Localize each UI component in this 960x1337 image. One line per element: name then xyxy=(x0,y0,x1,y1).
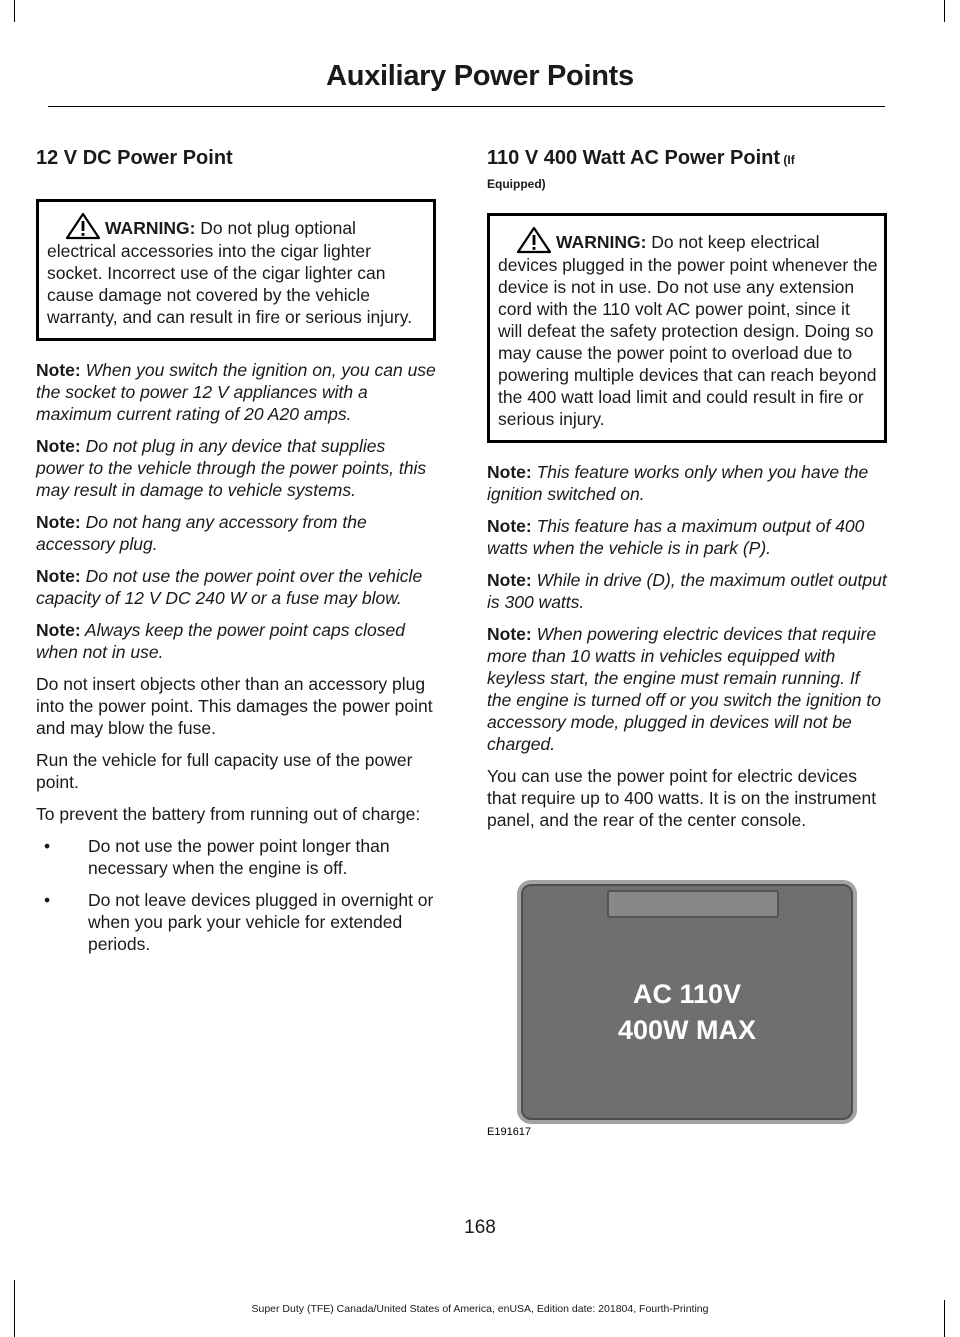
note: Note: When you switch the ignition on, you can use the socket to power 12 V appliances with a maximum current rating of 20 A20 amps. xyxy=(36,360,436,424)
warning-triangle-icon xyxy=(65,212,101,240)
power-outlet-cover xyxy=(517,880,857,1124)
note: Note: Always keep the power point caps closed when not in use. xyxy=(36,620,405,662)
outlet-label-voltage: AC 110V xyxy=(632,979,742,1009)
warning-box-12v xyxy=(36,199,436,341)
list-item: • Do not leave devices plugged in overnight or when you park your vehicle for extended periods. xyxy=(44,890,434,954)
header-divider xyxy=(48,106,885,107)
warning-text: Do not plug optional electrical accessories into the cigar lighter socket. Incorrect use of the cigar lighter can cause damage not covered by the vehicle warranty, and can result in fire or serious injury. xyxy=(47,218,413,327)
body-paragraph: Do not insert objects other than an accessory plug into the power point. This damages the power point and may blow the fuse. xyxy=(36,674,433,738)
page-header-title: Auxiliary Power Points xyxy=(326,60,634,92)
cover-hinge xyxy=(607,890,779,918)
list-item: • Do not use the power point longer than necessary when the engine is off. xyxy=(44,836,390,878)
left-column xyxy=(36,145,436,965)
if-equipped-label-cont: Equipped) xyxy=(487,177,546,191)
ac-power-point-figure xyxy=(487,878,859,1143)
figure-id: E191617 xyxy=(487,1126,532,1138)
bullet-list xyxy=(36,835,436,955)
if-equipped-label: (If xyxy=(780,153,795,167)
note: Note: This feature works only when you have the ignition switched on. xyxy=(487,462,869,504)
warning-triangle-icon xyxy=(516,226,552,254)
body-paragraph: Run the vehicle for full capacity use of the power point. xyxy=(36,750,413,792)
note: Note: This feature has a maximum output of 400 watts when the vehicle is in park (P). xyxy=(487,516,865,558)
right-column xyxy=(487,145,887,841)
warning-label: WARNING: xyxy=(105,218,196,238)
crop-mark xyxy=(944,0,945,22)
note: Note: Do not plug in any device that supplies power to the vehicle through the power points, this may result in damage to vehicle systems. xyxy=(36,436,427,500)
page-footer: Super Duty (TFE) Canada/United States of America, enUSA, Edition date: 201804, Fourth-Printing xyxy=(251,1303,709,1315)
page-number: 168 xyxy=(464,1217,496,1238)
note: Note: While in drive (D), the maximum outlet output is 300 watts. xyxy=(487,570,887,612)
body-paragraph: You can use the power point for electric devices that require up to 400 watts. It is on the instrument panel, and the rear of the center console. xyxy=(487,766,877,830)
bullet-icon: • xyxy=(44,890,51,910)
warning-label: WARNING: xyxy=(556,232,647,252)
crop-mark xyxy=(14,0,15,22)
note: Note: When powering electric devices that require more than 10 watts in vehicles equipped with keyless start, the engine must remain running. If the engine is turned off or you switch the ignition to accessory mode, plugged in devices will not be charged. xyxy=(487,624,881,754)
body-paragraph: To prevent the battery from running out of charge: xyxy=(36,804,421,824)
outlet-label-wattage: 400W MAX xyxy=(617,1015,757,1045)
bullet-icon: • xyxy=(44,836,51,856)
warning-box-110v xyxy=(487,213,887,443)
section-heading-12v: 12 V DC Power Point xyxy=(36,147,233,169)
section-heading-110v: 110 V 400 Watt AC Power Point (If xyxy=(487,147,795,169)
note: Note: Do not hang any accessory from the accessory plug. xyxy=(36,512,367,554)
warning-text: Do not keep electrical devices plugged in the power point whenever the device is not in use. Do not use any extension cord with the 110 volt AC power point, since it will defeat the safety protection design. Doing so may cause the power point to overload due to powering multiple devices that can reach beyond the 400 watt load limit and could result in fire or serious injury. xyxy=(498,232,878,429)
note: Note: Do not use the power point over the vehicle capacity of 12 V DC 240 W or a fuse may blow. xyxy=(36,566,423,608)
